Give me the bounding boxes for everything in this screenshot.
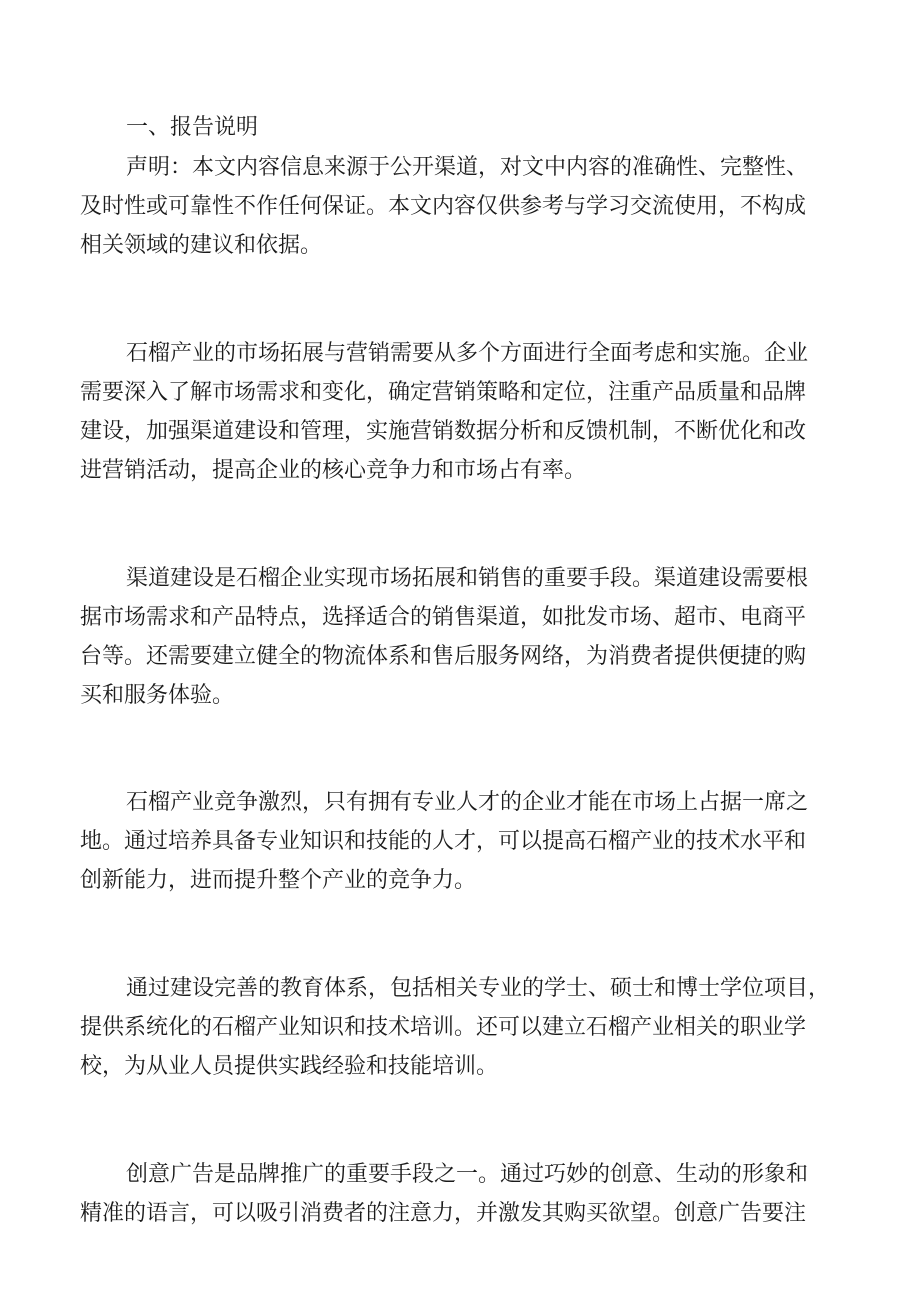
paragraph-line: 进营销活动，提高企业的核心竞争力和市场占有率。	[80, 458, 587, 483]
paragraph-disclaimer	[80, 148, 850, 265]
paragraph-line: 校，为从业人员提供实践经验和技能培训。	[80, 1054, 499, 1079]
paragraph-line: 建设，加强渠道建设和管理，实施营销数据分析和反馈机制，不断优化和改	[80, 419, 807, 444]
paragraph-line: 通过建设完善的教育体系，包括相关专业的学士、硕士和博士学位项目，	[126, 976, 831, 1001]
paragraph-line: 相关领域的建议和依据。	[80, 233, 323, 258]
paragraph-line: 渠道建设是石榴企业实现市场拓展和销售的重要手段。渠道建设需要根	[126, 566, 809, 591]
paragraph-line: 据市场需求和产品特点，选择适合的销售渠道，如批发市场、超市、电商平	[80, 605, 807, 630]
section-heading: 一、报告说明	[126, 115, 259, 140]
paragraph-line: 买和服务体验。	[80, 683, 235, 708]
paragraph-line: 声明：本文内容信息来源于公开渠道，对文中内容的准确性、完整性、	[126, 155, 809, 180]
paragraph-market-expansion	[80, 334, 850, 490]
paragraph-creative-ads	[80, 1155, 850, 1233]
paragraph-line: 提供系统化的石榴产业知识和技术培训。还可以建立石榴产业相关的职业学	[80, 1015, 807, 1040]
paragraph-line: 及时性或可靠性不作任何保证。本文内容仅供参考与学习交流使用，不构成	[80, 194, 807, 219]
paragraph-line: 地。通过培养具备专业知识和技能的人才，可以提高石榴产业的技术水平和	[80, 829, 807, 854]
paragraph-education	[80, 969, 850, 1086]
paragraph-line: 台等。还需要建立健全的物流体系和售后服务网络，为消费者提供便捷的购	[80, 644, 807, 669]
paragraph-line: 需要深入了解市场需求和变化，确定营销策略和定位，注重产品质量和品牌	[80, 380, 807, 405]
paragraph-line: 创新能力，进而提升整个产业的竞争力。	[80, 868, 477, 893]
paragraph-line: 创意广告是品牌推广的重要手段之一。通过巧妙的创意、生动的形象和	[126, 1162, 809, 1187]
paragraph-line: 精准的语言，可以吸引消费者的注意力，并激发其购买欲望。创意广告要注	[80, 1201, 807, 1226]
paragraph-line: 石榴产业竞争激烈，只有拥有专业人才的企业才能在市场上占据一席之	[126, 790, 809, 815]
paragraph-talent	[80, 783, 850, 900]
paragraph-line: 石榴产业的市场拓展与营销需要从多个方面进行全面考虑和实施。企业	[126, 341, 809, 366]
paragraph-channel-building	[80, 559, 850, 715]
